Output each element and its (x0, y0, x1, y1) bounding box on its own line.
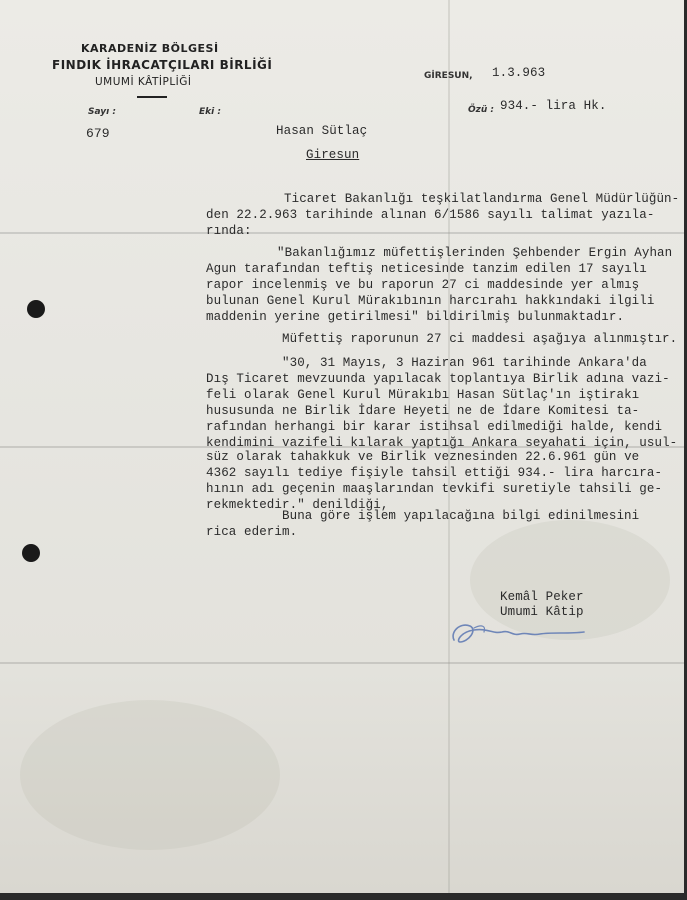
quote-line: Dış Ticaret mevzuunda yapılacak toplantıya Birlik adına vazi- (206, 372, 670, 386)
quote-line: 4362 sayılı tediye fişiyle tahsil ettiği 934.- lira harcıra- (206, 466, 663, 480)
quote-line: "Bakanlığımız müfettişlerinden Şehbender Ergin Ayhan (277, 246, 673, 260)
signatory-name: Kemâl Peker (500, 590, 584, 604)
quote-line: rafından herhangi bir karar istihsal edilmediği halde, kendi (206, 420, 663, 434)
eki-label: Eki : (199, 107, 221, 117)
letter-subject: 934.- lira Hk. (500, 99, 607, 113)
ozu-label: Özü : (468, 105, 495, 115)
quote-line: rekmektedir." denildiği, (206, 498, 389, 512)
punch-hole (27, 300, 45, 318)
quote-line: maddenin yerine getirilmesi" bildirilmiş bulunmaktadır. (206, 310, 625, 324)
body-line: Ticaret Bakanlığı teşkilatlandırma Genel Müdürlüğün- (284, 192, 680, 206)
closing-line: rica ederim. (206, 525, 298, 539)
letterhead-organization: FINDIK İHRACATÇILARI BİRLİĞİ (52, 58, 273, 72)
handwritten-signature (448, 612, 588, 652)
quote-line: bulunan Genel Kurul Mürakıbının harcırahı hakkındaki ilgili (206, 294, 655, 308)
quote-line: "30, 31 Mayıs, 3 Haziran 961 tarihinde Ankara'da (282, 356, 647, 370)
addressee-name: Hasan Sütlaç (276, 124, 368, 138)
paper-fold (0, 662, 684, 664)
sayi-label: Sayı : (88, 107, 116, 117)
quote-line: hususunda ne Birlik İdare Heyeti ne de İdare Komitesi ta- (206, 404, 640, 418)
paper-fold (0, 232, 684, 234)
signatory-title: Umumi Kâtip (500, 605, 584, 619)
letterhead-region: KARADENİZ BÖLGESİ (81, 42, 219, 55)
letterhead-office: UMUMİ KÂTİPLİĞİ (95, 76, 192, 88)
body-line: rında: (206, 224, 252, 238)
quote-line: kendimini vazifeli kılarak yaptığı Ankara seyahati için, usul- (206, 436, 678, 450)
body-line: den 22.2.963 tarihinde alınan 6/1586 sayılı talimat yazıla- (206, 208, 655, 222)
body-line: Müfettiş raporunun 27 ci maddesi aşağıya alınmıştır. (282, 332, 678, 346)
punch-hole (22, 544, 40, 562)
addressee-city: Giresun (306, 148, 360, 162)
letter-date: 1.3.963 (492, 66, 546, 80)
quote-line: Agun tarafından teftiş neticesinde tanzim edilen 17 sayılı (206, 262, 647, 276)
closing-line: Buna göre işlem yapılacağına bilgi edinilmesini (282, 509, 640, 523)
quote-line: hının adı geçenin maaşlarından tevkifi suretiyle tahsili ge- (206, 482, 663, 496)
quote-line: feli olarak Genel Kurul Mürakıbı Hasan Sütlaç'ın iştirakı (206, 388, 640, 402)
quote-line: süz olarak tahakkuk ve Birlik veznesinden 22.6.961 gün ve (206, 450, 640, 464)
paper-stain (20, 700, 280, 850)
document-number: 679 (86, 126, 110, 141)
quote-line: rapor incelenmiş ve bu raporun 27 ci maddesinde yer almış (206, 278, 640, 292)
city-label: GİRESUN, (424, 71, 473, 81)
letterhead-rule (137, 96, 167, 98)
